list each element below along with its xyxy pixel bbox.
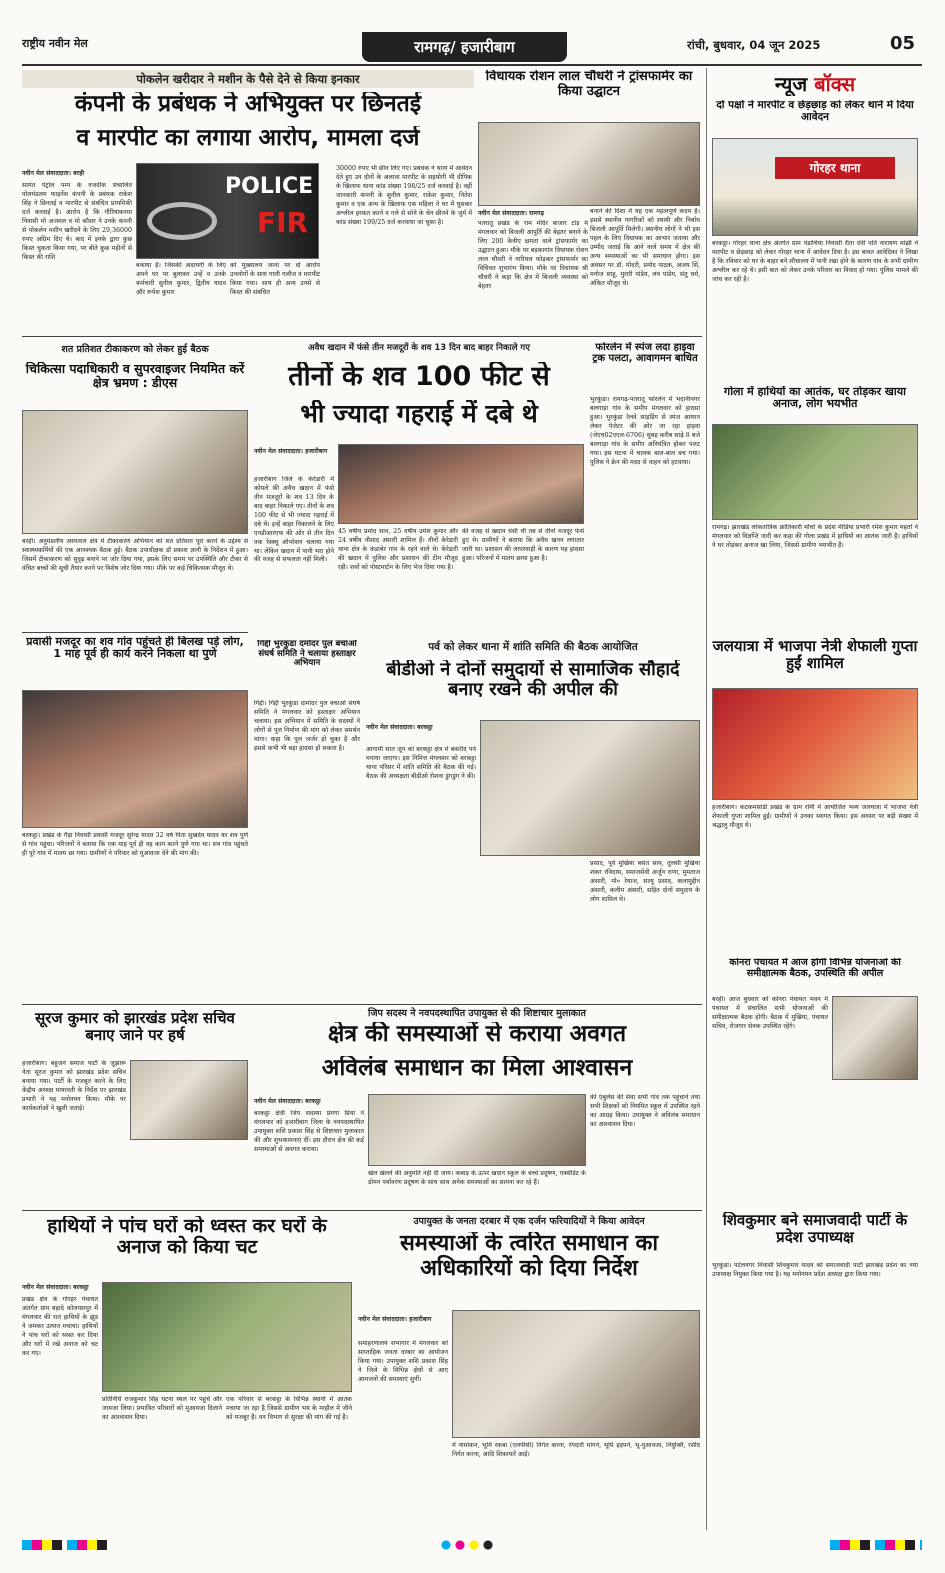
news-box-title [740,70,890,96]
peace-byline: नवीन मेल संवाददाता। बरकट्ठा [366,724,433,731]
peace-body-1: आगामी सात जून को बरकट्ठा क्षेत्र में बकरीद पर्व मनाया जाएगा। इस निमित्त मंगलवार को बरकट्ठा थाना परिसर में शांति समिति की बैठक की गई। बैठक की अध्यक्षता बीडीओ रोशना डुंगडुंग ने की। [366,746,476,780]
print-registration-dots [440,1540,500,1550]
police-text: POLICE [225,174,314,199]
nb-s1-headline: दो पक्षों ने मारपीट व छेड़छाड़ को लेकर थाने में दिया आवेदन [716,100,914,123]
elephant-village-photo [102,1282,352,1392]
peace-meeting-photo [480,720,700,856]
visit-kicker: जिप सदस्य ने नवपदस्थापित उपायुक्त से की शिष्टाचार मुलाकात [368,1008,586,1019]
vaccination-kicker: शत प्रतिशत टीकाकरण को लेकर हुई बैठक [61,344,209,355]
elephant-byline: नवीन मेल संवाददाता। बरकट्ठा [22,1284,89,1291]
visit-body-1: बरकट्ठा क्षेत्री जिप सदस्या प्रेरणा प्रिया ने मंगलवार को हजारीबाग जिला के नवपदस्थापित उपायुक्त शशि प्रकाश सिंह से शिष्टाचार मुलाकात की और शुभकामनाएं दीं। इस दौरान क्षेत्र की कई समस्याओं से अवगत कराया। [254,1110,364,1153]
suraj-headline: सूरज कुमार को झारखंड प्रदेश सचिव बनाए जाने पर हर्ष [35,1010,235,1044]
lead-body-4: 30000 रुपए भी छीन लिए गए। प्रबंधक ने थाना में आवेदन देते हुए उन दोनों के अलावा मारपीट के सहयोगी भी दीपिक के खिलाफ थाना कांड संख्या 198/25 दर्ज करवाई है। वहीं जानकारी कंपनी के सुनील कुमार, राकेश कुमार, नितेश कुमार व एक अन्य के खिलाफ एक महिला ने घर में घुसकर अश्लील हरकत करने व गले से सोने के चेन छीनने के जुर्म में कांड संख्या 199/25 दर्ज करवाया जा चुका है। [336,165,472,226]
mining-headline-2: भी ज्यादा गहराई में दबे थे [300,400,538,428]
elephant-damage-photo [712,424,918,520]
darbar-kicker: उपायुक्त के जनता दरबार में एक दर्जन फरियादियों ने किया आवेदन [413,1216,645,1227]
nb-s2-headline: गोला में हाथियों का आतंक, घर तोड़कर खाया अनाज, लोग भयभीत [724,386,906,411]
lead-byline: नवीन मेल संवाददाता। बरही [22,170,85,177]
elephant-body-2: प्रतिनिधि राजकुमार सिंह घटना स्थल पर पहुंचे और जायजा लिया। प्रभावित परिवारों को मुआवजा दिलाने का आश्वासन दिया। [102,1396,222,1421]
mla-photo [478,122,700,206]
nb-s1-body: बरकट्ठा। गोरहर थाना क्षेत्र अंतर्गत ग्राम पंडाचिया निवासी रीता देवी पति नारायण मांझी ने मारपीट व छेड़छाड़ को लेकर गोरहर थाना में आवेदन दिया है। इस बावत आवेदिका ने लिखा है कि रविवार को घर के बाहर बने शौचालय में पानी रखा होने के कारण गांव के सभी ग्रामीण अश्लील कर रहे थे। इसी बात को लेकर उनके परिवार का विवाद हो गया। पुलिस मामले की जांच कर रही है। [712,240,918,283]
visit-byline: नवीन मेल संवाददाता। बरकट्ठा [254,1098,321,1105]
divider [22,336,702,337]
nb-s3-headline: जलयात्रा में भाजपा नेत्री शेफाली गुप्ता हुईं शामिल [712,638,918,672]
gorhar-sign: गोरहर थाना [775,157,895,179]
truck-headline: फोरलेन में स्पंज लदा हाइवा ट्रक पलटा, आवागमन बाधित [592,342,698,365]
mining-byline: नवीन मेल संवाददाता। हजारीबाग [254,448,328,455]
darbar-byline: नवीन मेल संवाददाता। हजारीबाग [358,1316,432,1323]
nb-s2-body: रामगढ़। झारखंड लोकतांत्रिक क्रांतिकारी मोर्चा के प्रदेश मीडिया प्रभारी रमेश कुमार महतो ने मंगलवार को विज्ञप्ति जारी कर कहा की गोला प्रखंड में हाथियों का आतंक जारी है। हाथियों ने घर तोड़कर अनाज खा लिया, जिससे ग्रामीण भयभीत हैं। [712,524,918,549]
paper-logo: राष्ट्रीय नवीन मेल [22,37,88,50]
mining-body-1: हजारीबाग जिले के केरेडारी में कोयले की अवैध खदान में फंसे तीन मजदूरों के शव 13 दिन के बाद बाहर निकाले गए। तीनों के शव 100 फीट से भी ज्यादा गहराई में दबे थे। इन्हें बाहर निकालने के लिए एनडीआरएफ की ओर से तीन दिन तक रेस्क्यू ऑपरेशन चलाया गया था। लेकिन खदान में पानी भरा होने की वजह से सफलता नहीं मिली। [254,476,334,564]
darbar-headline: समस्याओं के त्वरित समाधान का अधिकारियों को दिया निर्देश [399,1232,659,1281]
visit-headline-1: क्षेत्र की समस्याओं से कराया अवगत [327,1022,627,1047]
migrant-crowd-photo [22,690,248,828]
mla-body-2: बनाने की दिशा में यह एक महत्वपूर्ण कदम है। इससे स्थानीय नागरिकों को स्थायी और निर्बाध बिजली आपूर्ति मिलेगी। स्थानीय लोगों ने भी इस पहल के लिए विधायक का आभार जताया और उम्मीद जताई कि आने वाले समय में क्षेत्र की अन्य समस्याओं का भी समाधान होगा। इस अवसर पर डॉ. मोदरी, प्रमोद पाठक, अजय सिं, मनोज साहू, मुरारी पांडेय, लव पांडेय, संतु धर्म, अंकित मौजूद थे। [590,208,700,287]
mining-body-2: 45 वर्षीय प्रमोद साव, 25 वर्षीय उमेश कुमार और 24 वर्षीय नौशाद अंसारी शामिल हैं। तीनों केरेडारी थाना क्षेत्र के कंडाबेर गांव के रहने वाले थे। केरेडारी की खदान में पुलिस और प्रशासन की टीम मौजूद रही। शवों को पोस्टमार्टम के लिए भेज दिया गया है। [338,528,458,571]
migrant-headline: प्रवासी मजदूर का शव गांव पहुंचते ही बिलख पड़े लोग, 1 माह पूर्व ही कार्य करने निकला था पुणे [26,636,244,661]
vaccination-body: बरही। अनुमंडलीय अस्पताल क्षेत्र में टीकाकरण अभियान को शत प्रतिशत पूरा करने के उद्देश्य से स्वास्थ्यकर्मियों की एक आवश्यक बैठक हुई। बैठक उपाधीक्षक डॉ प्रकाश ज्ञानी के निर्देशन में हुआ। जिसमें टीकाकरण को सुदृढ़ बनाने पर जोर दिया गया, इसके लिए समय पर उपस्थिति और टीका से वंचित बच्चों की सूची तैयार करने पर विशेष जोर दिया गया। मौके पर कई चिकित्सक मौजूद थे। [22,538,248,572]
lead-headline-1: कंपनी के प्रबंधक ने अभियुक्त पर छिनतई [74,92,422,117]
truck-body: भुरकुंडा। रामगढ़-पतरातू फोरलेन में भदानीनगर बलगाड़ा गांव के समीप मंगलवार को हादसा हुआ। भुरकुंडा रेलवे साइडिंग से स्पंज आयरन लेकर पेजेटर की ओर जा रहा हाइवा (जेएच02एएल-6706) सुबह करीब साढ़े 8 बजे बलगाड़ा गांव के समीप अनियंत्रित होकर पलट गया। इस घटना में चालक बाल-बाल बच गया। पुलिस ने क्रेन की मदद से वाहन को हटवाया। [590,396,700,466]
police-fir-image [136,163,319,259]
elephant-body-1: प्रखंड क्षेत्र के गोरहर पंचायत अंतर्गत ग्राम बहादे कोलपसपुर में मंगलवार की रात हाथियों के झुंड ने जमकर उत्पात मचाया। हाथियों ने पांच घरों को ध्वस्त कर दिया और घरों में रखे अनाज को चट कर गए। [22,1296,98,1357]
print-registration-bar-right [830,1540,922,1550]
mla-photo-caption: नवीन मेल संवाददाता। रामगढ़ [478,210,544,217]
news-title-part2: बॉक्स [814,72,856,96]
divider [22,1210,702,1211]
handcuffs-graphic [147,202,217,240]
visit-body-2: खेल खेलने की अनुमति नहीं दी जाय। कबाड़ के ऊपर खदान स्कूल के बच्चे प्रदूषण, एक्सीडेंट के डोमन पर्यावरण प्रदूषण के साथ साथ अनेक समस्याओं का सामना कर रहे हैं। [368,1170,586,1186]
bridge-body: गिद्दी। गिद्दी भुरकुंडा दामोदर पुल बचाओ संघर्ष समिति ने मंगलवार को हस्ताक्षर अभियान चलाया। इस अभियान में समिति के सदस्यों ने लोगों से पुल निर्माण की मांग को लेकर समर्थन मांगा। कहा कि पुल जर्जर हो चुका है और इससे कभी भी बड़ा हादसा हो सकता है। [254,700,360,752]
mining-headline-1: तीनों के शव 100 फीट से [288,362,550,392]
suraj-photo [130,1060,248,1140]
visit-headline-2: अविलंब समाधान का मिला आश्वासन [321,1056,633,1081]
gorhar-thana-photo [712,138,918,236]
fir-text: FIR [257,206,309,239]
nb-s5-headline: शिवकुमार बने समाजवादी पार्टी के प्रदेश उपाध्यक्ष [722,1212,908,1246]
darbar-photo [452,1310,700,1438]
divider [22,1004,702,1005]
darbar-body-1: समाहरणालय सभागार में मंगलवार को साप्ताहिक जनता दरबार का आयोजन किया गया। उपायुक्त शशि प्रकाश सिंह ने जिले के विभिन्न क्षेत्रों से आए आमजनों की समस्याएं सुनीं। [358,1340,448,1383]
elephant-headline: हाथियों ने पांच घरों को ध्वस्त कर घरों के अनाज को किया चट [47,1216,327,1259]
page-number: 05 [890,33,916,54]
masthead [22,30,922,66]
vaccination-headline: चिकित्सा पदाधिकारी व सुपरवाइजर नियमित करें क्षेत्र भ्रमण : डीएस [25,362,245,390]
vaccination-meeting-photo [22,410,248,534]
lead-body-2: बकाया है। जिसकी अदायगी के लिए अपने घर पर बुलाकर उन्हें व उनके कर्मचारी सुनील कुमार, द्वितीय यादव और रूपेश कुमार [136,262,226,296]
suraj-body: हजारीबाग। बहुजन समाज पार्टी के जुझारू नेता सूरज कुमार को झारखंड प्रदेश सचिव बनाया गया। पार्टी के मजबूत करने के लिए केंद्रीय अध्यक्ष मायावती के निर्देश पर झारखंड प्रभारी ने यह मनोनयन किया। मौके पर कार्यकर्ताओं ने खुशी जताई। [22,1060,126,1112]
migrant-body: बरकट्ठा। प्रखंड के गैड़ा निवासी प्रवासी मजदूर सुरेन्द्र यादव 32 वर्ष पिता सुखदेव यादव का शव पुणे से गांव पहुंचा। परिजनों ने बताया कि एक माह पूर्व ही वह काम करने पुणे गया था। शव गांव पहुंचते ही पूरे गांव में मातम छा गया। ग्रामीणों ने परिवार को मुआवजा देने की मांग की। [22,832,248,857]
mining-kicker: अवैध खदान में फंसे तीन मजदूरों के शव 13 दिन बाद बाहर निकाले गए [308,343,530,353]
jalyatra-photo [712,688,918,800]
nb-s4-headline: कोनरा पंचायत में आज होगी विभिन्न योजनाओं की समीक्षात्मक बैठक, उपस्थिति की अपील [729,958,901,979]
mla-body-1: पतरातू प्रखंड के राम मंदिर बाजार टांड़ में मंगलवार को बिजली आपूर्ति की बेहतर बनाने के लिए 200 केवीए क्षमता वाले ट्रांसफार्मर का उद्घाटन हुआ। मौके पर बड़कागांव विधायक रोशन लाल चौधरी ने नारियल फोड़कर ट्रांसफार्मर का विधिवत शुभारंभ किया। मौके पर विधायक श्री चौधरी ने कहा कि क्षेत्र में बिजली व्यवस्था को बेहतर [478,220,588,290]
visit-photo [368,1094,586,1166]
news-title-part1: न्यूज [774,72,808,96]
peace-kicker: पर्व को लेकर थाना में शांति समिति की बैठक आयोजित [428,641,638,653]
mine-rescue-photo [338,444,584,524]
bridge-headline: गिद्दी भुरकुंडा दमोदर पुल बचाओ संघर्ष समिति ने चलाया हस्ताक्षर अभियान [257,640,357,669]
nb-s4-body: बरही। आज बुधवार को कोनरा पंचायत भवन में पंचायत में संचालित सभी योजनाओं की समीक्षात्मक बैठक होगी। बैठक में मुखिया, पंचायत सचिव, रोजगार सेवक उपस्थित रहेंगे। [712,996,828,1030]
portrait-photo [832,996,918,1080]
lead-body-3: को मुख्यालय जाना पर दो आरोप उनलोगों के साथ गाली गलौज व मारपीट किया गया। साथ ही अन्य उनसे से किस्त की संबंधित [230,262,320,296]
peace-headline: बीडीओ ने दोनों समुदायों से सामाजिक सौहार्द बनाए रखने की अपील की [386,660,680,701]
nb-s5-body: भुरकुंडा। पटेलनगर निवासी शिवकुमार यादव को समाजवादी पार्टी झारखंड प्रदेश का नया उपाध्यक्ष नियुक्त किया गया है। यह मनोनयन प्रदेश अध्यक्ष द्वारा किया गया। [712,1262,918,1278]
print-registration-bar-left [22,1540,112,1550]
mining-body-3: की वजह से खदान धंसी थी तब से तीनों मजदूर फंसे हुए थे। ग्रामीणों ने बताया कि अवैध खनन लगातार जारी था। प्रशासन की लापरवाही के कारण यह हादसा हुआ। परिजनों में मातम छाया हुआ है। [462,528,584,562]
darbar-body-2: में नामांकन, भूमि रकबा (एलपीसी) निर्गत करना, रंगदारी मांगने, भूमि हड़पने, भू-मुआवजा, नियुक्ति, रसीद निर्गत करना, आदि शिकायतें आईं। [452,1442,700,1458]
visit-body-3: की एंबुलेंस की सेवा सभी गांव तक पहुंचाने तथा सभी शिक्षकों को नियमित स्कूल में उपस्थित रहने का आग्रह किया। उपायुक्त ने अविलंब समाधान का आश्वासन दिया। [590,1094,700,1128]
dateline: रांची, बुधवार, 04 जून 2025 [687,38,821,52]
lead-kicker: पोकलेन खरीदार ने मशीन के पैसे देने से किया इनकार [22,70,474,88]
lead-body-1: सामंत पेट्रोल पम्प के नजदीक संचालित पोलमंडलम फाइनेंस कंपनी के प्रबंधक राकेश सिंह ने छिनतई व मारपीट से संबंधित प्राथमिकी दर्ज करवाई है। आरोप है कि गौरियाकरमा निवासी मो अजमल व मो कौसर ने उनके कंपनी से पोकलेन मशीन खरीदने के लिए 29,36000 रुपए अग्रिम दिए थे। बाद में इनके द्वारा कुछ किस्त चुकता किया गया, पर बीते कुछ महीनों से किस्त की राशि [22,182,132,261]
nb-s3-body: हजारीबाग। कटकमसांडी प्रखंड के ग्राम रोमी में आयोजित भव्य जलयात्रा में भाजपा नेत्री शेफाली गुप्ता शामिल हुईं। ग्रामीणों ने उनका स्वागत किया। इस अवसर पर बड़ी संख्या में श्रद्धालु मौजूद थे। [712,804,918,829]
divider [22,632,248,633]
elephant-body-3: एक परिवार से बरकट्ठा के विभिन्न स्थानों में आतंक मचाया जा रहा है जिससे ग्रामीण भय के माहौल में जीने को मजबूर हैं। वन विभाग से सुरक्षा की मांग की गई है। [226,1396,352,1421]
section-title: रामगढ़/ हजारीबाग [414,38,515,56]
mla-headline: विधायक रोशन लाल चौधरी ने ट्रांसफार्मर का किया उद्घाटन [485,70,693,99]
lead-headline-2: व मारपीट का लगाया आरोप, मामला दर्ज [76,126,420,151]
peace-body-2: प्रसाद, पूर्व मुखिया बसंत साव, तुलसी मुखिया शंकर रविदास, समाजसेवी अर्जुन राणा, मुमताज अंसारी, मो० रेयाज, सरयू प्रसाद, कलामुद्दीन अंसारी, कलीम अंसारी, सहित दोनों समुदाय के लोग शामिल थे। [590,860,700,903]
